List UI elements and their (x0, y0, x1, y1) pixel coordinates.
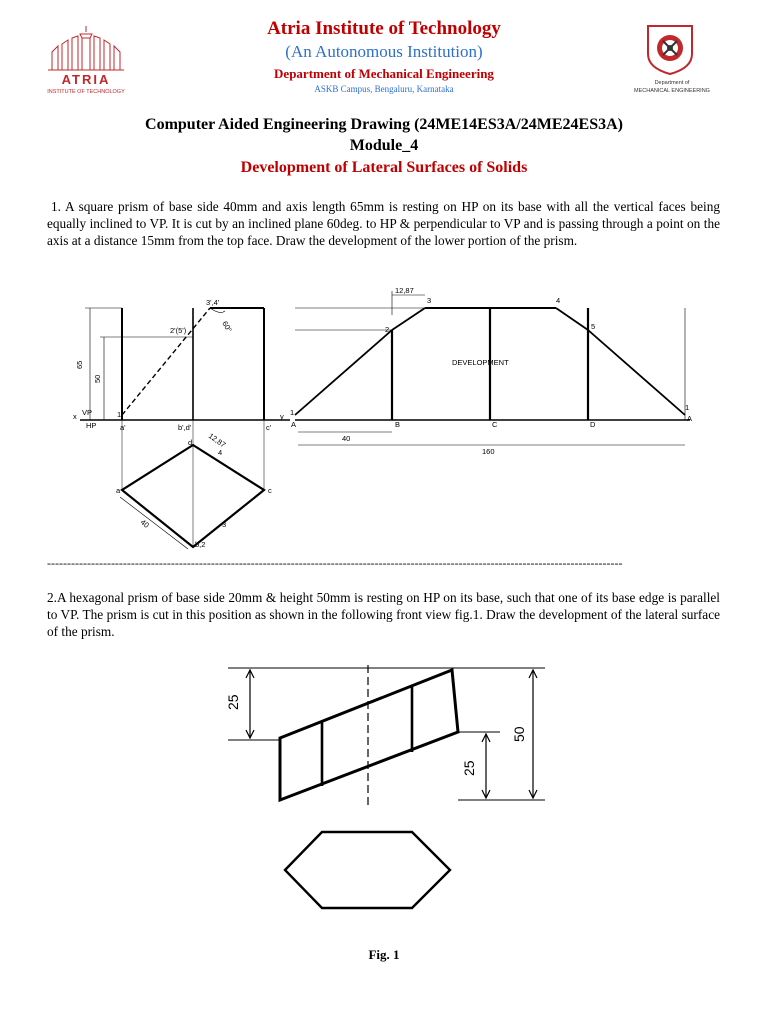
dim-dev-160: 160 (482, 447, 495, 456)
development-title: DEVELOPMENT (452, 358, 509, 367)
atria-logo-word: ATRIA (61, 72, 111, 87)
department-name: Department of Mechanical Engineering (274, 66, 494, 81)
label-4: 4 (218, 448, 223, 457)
figure-caption: Fig. 1 (368, 947, 400, 962)
label-c-prime: c' (266, 423, 272, 432)
dev-C: C (492, 420, 498, 429)
label-angle: 60° (220, 319, 234, 334)
question-1: 1. A square prism of base side 40mm and axis length 65mm is resting on HP on its base with all the vertical faces being equally inclined to VP. It is cut by an inclined plane 60deg. to HP & perpendicular to VP and is passing through a point on the axis at a distance 15mm from the top face. Draw the development of the lower portion of the prism. (47, 199, 720, 248)
label-b2: b,2 (195, 540, 206, 549)
label-vp: VP (82, 408, 93, 417)
dim-25-right: 25 (461, 760, 477, 776)
label-x: x (73, 412, 77, 421)
campus-address: ASKB Campus, Bengaluru, Karnataka (314, 84, 454, 94)
dim-dev-1287: 12,87 (395, 286, 414, 295)
figure-hexagonal-prism (200, 660, 590, 940)
dim-25-top: 25 (225, 694, 241, 710)
label-p34: 3',4' (206, 298, 220, 307)
course-title: Computer Aided Engineering Drawing (24ME14ES3A/24ME24ES3A) (145, 116, 623, 133)
dim-65: 65 (75, 360, 84, 369)
label-1287: 12,87 (206, 431, 228, 450)
dev-2: 2 (385, 325, 390, 334)
institution-name: Atria Institute of Technology (267, 18, 501, 39)
label-d: d (188, 438, 193, 447)
label-p25: 2'(5') (170, 326, 187, 335)
question-2: 2.A hexagonal prism of base side 20mm & height 50mm is resting on HP on its base, such that one of its base edge is parallel to VP. The prism is cut in this position as shown in the following front view fig.1. Draw the development of the lateral surface of the prism. (47, 590, 720, 639)
label-bd-prime: b',d' (178, 423, 192, 432)
dev-5: 5 (591, 322, 596, 331)
dev-B: B (395, 420, 401, 429)
label-hp: HP (86, 421, 97, 430)
dev-D: D (590, 420, 596, 429)
dim-50: 50 (93, 374, 102, 383)
dev-3: 3 (427, 296, 432, 305)
dim-50: 50 (511, 726, 527, 742)
institution-subtitle: (An Autonomous Institution) (285, 42, 483, 61)
label-a: a (116, 486, 121, 495)
dim-dev-40: 40 (342, 434, 351, 443)
dev-A: A (291, 420, 297, 429)
atria-logo-caption: INSTITUTE OF TECHNOLOGY (47, 89, 125, 95)
label-y: y (280, 412, 284, 421)
label-c: c (268, 486, 272, 495)
label-p1: 1' (117, 410, 123, 419)
section-separator: ------------------------------------------------------------------------------------------------------------------------------------------------ (47, 556, 623, 570)
label-a-prime: a' (120, 423, 126, 432)
dev-1-end: 1 (685, 403, 690, 412)
topic-title: Development of Lateral Surfaces of Solids (240, 159, 528, 176)
dev-1: 1 (290, 408, 295, 417)
figure-square-prism (70, 285, 710, 553)
dev-4: 4 (556, 296, 561, 305)
label-3: 3 (222, 520, 227, 529)
dept-logo-line1: Department of (654, 80, 690, 86)
dev-A-end: A (687, 414, 693, 423)
dept-logo-line2: MECHANICAL ENGINEERING (634, 88, 710, 94)
label-side-40: 40 (138, 517, 151, 530)
module-title: Module_4 (349, 137, 419, 154)
